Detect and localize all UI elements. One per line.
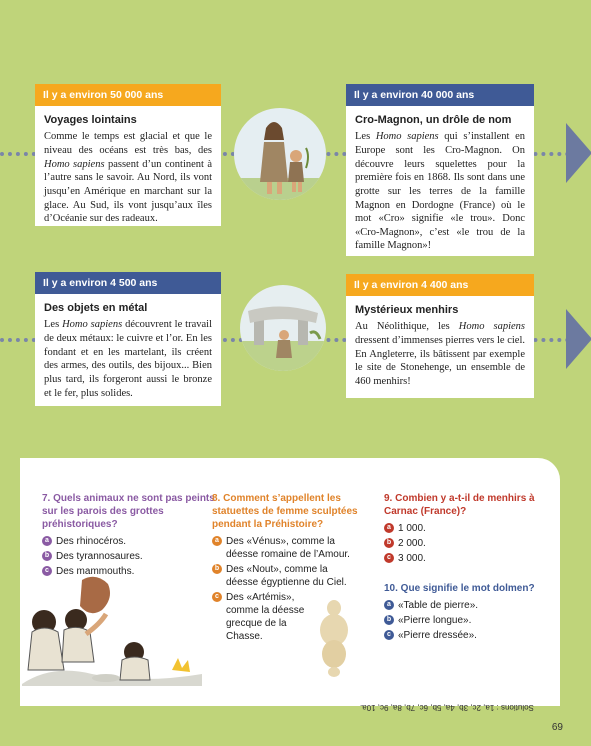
card-title: Voyages lointains	[44, 114, 137, 126]
card-text: Comme le temps est glacial et que le niveau des océans est très bas, des Homo sapiens passent d’un continent à l’autre sans le savoir. Au Nord, ils vont jusqu’en Amérique en marchant sur la glace. Au Sud, ils vont jusqu’aux îles d’Océanie sur des radeaux.	[44, 131, 213, 225]
quiz-panel	[20, 458, 560, 706]
card-text: Les Homo sapiens qui s’installent en Europe sont les Cro-Magnon. On découvre leurs squelettes pour la première fois en 1868. Ils sont dans une grotte sur les terres de la famille Magnon en Dordogne (France) où le mot «Cro» signifie «le trou». Donc «Cro-Magnon», c’est «le trou de la famille Magnon»!	[355, 131, 525, 252]
option-text: Des rhinocéros.	[56, 536, 127, 547]
quiz-question-7	[42, 492, 218, 580]
card-voyages	[35, 84, 221, 226]
illustration-cave-painters	[22, 574, 202, 686]
card-date: Il y a environ 4 400 ans	[346, 274, 534, 296]
page-number: 69	[551, 722, 563, 733]
solutions-upside-down: Solutions : 1a, 2c, 3b, 4a, 5b, 6c, 7b, 8a, 9c, 10a.	[360, 703, 534, 712]
option-badge: a	[384, 600, 394, 610]
option-badge: b	[384, 538, 394, 548]
option-text: 1 000.	[398, 523, 426, 534]
card-title: Mystérieux menhirs	[355, 304, 459, 316]
option-text: Des «Vénus», comme la déesse romaine de l’Amour.	[226, 536, 350, 560]
card-menhirs	[346, 274, 534, 398]
card-title: Des objets en métal	[44, 302, 148, 314]
option-text: 2 000.	[398, 538, 426, 549]
quiz-question-10	[384, 582, 544, 644]
option-badge: c	[42, 566, 52, 576]
card-metal	[35, 272, 221, 406]
option-text: «Pierre dressée».	[398, 630, 477, 641]
card-title: Cro-Magnon, un drôle de nom	[355, 114, 512, 126]
option-badge: b	[212, 564, 222, 574]
card-date: Il y a environ 40 000 ans	[346, 84, 534, 106]
option-badge: a	[384, 523, 394, 533]
venus-figurine-icon	[314, 598, 354, 678]
timeline-arrow-2	[566, 309, 591, 369]
question-title: 9. Combien y a-t-il de menhirs à Carnac (France)?	[384, 493, 535, 517]
option-text: 3 000.	[398, 553, 426, 564]
option-text: Des mammouths.	[56, 566, 135, 577]
option-text: Des «Artémis», comme la déesse grecque de la Chasse.	[226, 592, 305, 642]
option-text: «Table de pierre».	[398, 600, 479, 611]
question-title: 10. Que signifie le mot dolmen?	[384, 583, 535, 594]
card-cro-magnon	[346, 84, 534, 256]
option-badge: c	[384, 553, 394, 563]
option-text: Des «Nout», comme la déesse égyptienne du Ciel.	[226, 564, 347, 588]
option-text: «Pierre longue».	[398, 615, 472, 626]
illustration-dolmen	[240, 285, 326, 371]
option-badge: a	[212, 536, 222, 546]
option-badge: c	[212, 592, 222, 602]
question-title: 7. Quels animaux ne sont pas peints sur les parois des grottes préhistoriques?	[42, 493, 215, 530]
option-text: Des tyrannosaures.	[56, 551, 143, 562]
option-badge: c	[384, 630, 394, 640]
card-date: Il y a environ 50 000 ans	[35, 84, 221, 106]
option-badge: b	[42, 551, 52, 561]
option-badge: a	[42, 536, 52, 546]
card-date: Il y a environ 4 500 ans	[35, 272, 221, 294]
card-text: Les Homo sapiens découvrent le travail de deux métaux: le cuivre et l’or. En les fondant et en les martelant, ils créent des armes, des outils, des bijoux... Bien plus tard, ils forgeront aussi le bronze et le fer, plus solides.	[44, 319, 212, 399]
timeline-arrow-1	[566, 123, 591, 183]
card-text: Au Néolithique, les Homo sapiens dressent d’immenses pierres vers le ciel. En Angleterre, ils bâtissent par exemple le site de Stonehenge, un ensemble de 460 menhirs!	[355, 321, 525, 387]
illustration-family	[234, 108, 326, 200]
quiz-question-9	[384, 492, 544, 567]
option-badge: b	[384, 615, 394, 625]
question-title: 8. Comment s’appellent les statuettes de femme sculptées pendant la Préhistoire?	[212, 493, 358, 530]
